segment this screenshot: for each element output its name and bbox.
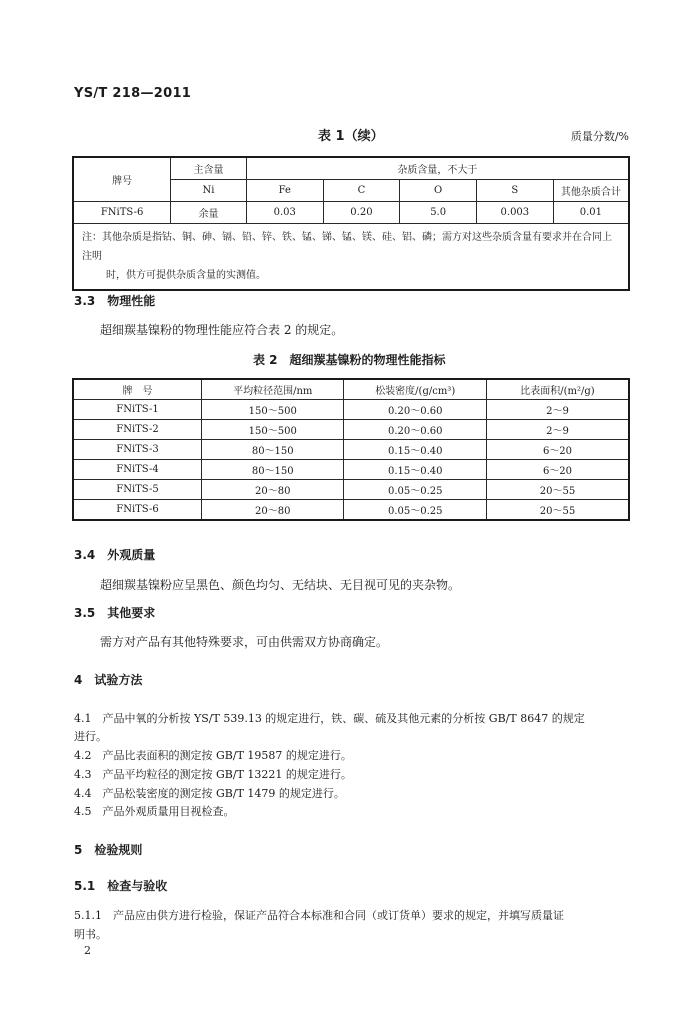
table-cell: 0.15～0.40 bbox=[344, 440, 487, 460]
table1-header-main: 主含量 bbox=[171, 157, 247, 180]
physical-properties-table bbox=[72, 378, 630, 521]
section-4-1-line1: 4.1 产品中氧的分析按 YS/T 539.13 的规定进行，铁、碳、硫及其他元素的分析按 GB/T 8647 的规定 bbox=[74, 712, 585, 725]
table-cell: 0.01 bbox=[553, 202, 629, 224]
section-3-4-text: 超细羰基镍粉应呈黑色、颜色均匀、无结块、无目视可见的夹杂物。 bbox=[100, 578, 461, 592]
table1-header-impurity: 杂质含量，不大于 bbox=[246, 157, 629, 180]
table-row bbox=[73, 400, 629, 420]
table-cell: 150～500 bbox=[202, 400, 344, 420]
table-row bbox=[73, 480, 629, 500]
section-4-4: 4.4 产品松装密度的测定按 GB/T 1479 的规定进行。 bbox=[74, 787, 345, 800]
section-4-3: 4.3 产品平均粒径的测定按 GB/T 13221 的规定进行。 bbox=[74, 768, 352, 781]
table1-sub-c: C bbox=[323, 180, 400, 202]
table1-note-line1: 注：其他杂质是指钴、铜、砷、镉、铅、锌、铁、锰、锑、锰、镁、硅、铝、磷；需方对这些杂质含量有要求并在合同上注明 bbox=[82, 232, 612, 262]
table-cell: 6～20 bbox=[486, 460, 629, 480]
table1-caption: 表 1（续） bbox=[318, 129, 384, 144]
table-cell: FNiTS-6 bbox=[73, 500, 202, 521]
table-row bbox=[73, 202, 629, 224]
table-cell: 20～80 bbox=[202, 480, 344, 500]
section-4-1-line2: 进行。 bbox=[74, 730, 107, 743]
table2-header-grade: 牌 号 bbox=[73, 379, 202, 400]
table2-caption: 表 2 超细羰基镍粉的物理性能指标 bbox=[253, 353, 446, 367]
table-cell: FNiTS-1 bbox=[73, 400, 202, 420]
table-cell: 0.003 bbox=[476, 202, 553, 224]
table-cell: 0.20 bbox=[323, 202, 400, 224]
table-cell: 余量 bbox=[171, 202, 247, 224]
section-3-5-heading: 3.5 其他要求 bbox=[74, 606, 156, 620]
table1-unit: 质量分数/% bbox=[570, 130, 629, 143]
table-row bbox=[73, 460, 629, 480]
table-cell: 150～500 bbox=[202, 420, 344, 440]
table1-sub-o: O bbox=[400, 180, 477, 202]
section-5-1-1-line2: 明书。 bbox=[74, 928, 107, 941]
table2-header-density: 松装密度/(g/cm³) bbox=[344, 379, 487, 400]
table-cell: 0.20～0.60 bbox=[344, 420, 487, 440]
table-cell: 20～80 bbox=[202, 500, 344, 521]
table1-sub-ni: Ni bbox=[171, 180, 247, 202]
section-3-3-text: 超细羰基镍粉的物理性能应符合表 2 的规定。 bbox=[100, 323, 344, 337]
section-5-1-heading: 5.1 检查与验收 bbox=[74, 879, 168, 893]
table-cell: 2～9 bbox=[486, 420, 629, 440]
table-row bbox=[73, 420, 629, 440]
table-cell: 5.0 bbox=[400, 202, 477, 224]
composition-table bbox=[72, 156, 630, 291]
table-cell: 0.05～0.25 bbox=[344, 500, 487, 521]
table2-header-surface: 比表面积/(m²/g) bbox=[486, 379, 629, 400]
table-cell: FNiTS-5 bbox=[73, 480, 202, 500]
section-3-3-heading: 3.3 物理性能 bbox=[74, 294, 156, 308]
table1-sub-other: 其他杂质合计 bbox=[553, 180, 629, 202]
table-cell: FNiTS-4 bbox=[73, 460, 202, 480]
table-cell: FNiTS-2 bbox=[73, 420, 202, 440]
table-cell: 20～55 bbox=[486, 480, 629, 500]
table1-header-grade: 牌号 bbox=[73, 157, 171, 202]
section-4-5: 4.5 产品外观质量用目视检查。 bbox=[74, 805, 235, 818]
table-row bbox=[73, 500, 629, 521]
table-cell: 0.03 bbox=[246, 202, 323, 224]
section-5-heading: 5 检验规则 bbox=[74, 843, 143, 857]
table-cell: 2～9 bbox=[486, 400, 629, 420]
table-cell: 6～20 bbox=[486, 440, 629, 460]
page-number: 2 bbox=[84, 944, 91, 957]
table-cell: FNiTS-6 bbox=[73, 202, 171, 224]
section-4-2: 4.2 产品比表面积的测定按 GB/T 19587 的规定进行。 bbox=[74, 749, 352, 762]
table-cell: 20～55 bbox=[486, 500, 629, 521]
section-4-heading: 4 试验方法 bbox=[74, 673, 143, 687]
section-3-5-text: 需方对产品有其他特殊要求，可由供需双方协商确定。 bbox=[100, 635, 389, 649]
table-cell: 80～150 bbox=[202, 440, 344, 460]
table1-note-line2: 时，供方可提供杂质含量的实测值。 bbox=[106, 270, 266, 281]
table-cell: 0.20～0.60 bbox=[344, 400, 487, 420]
table1-sub-fe: Fe bbox=[246, 180, 323, 202]
table-cell: 0.05～0.25 bbox=[344, 480, 487, 500]
table1-note bbox=[73, 224, 629, 291]
table-cell: 80～150 bbox=[202, 460, 344, 480]
standard-header: YS/T 218—2011 bbox=[74, 86, 192, 101]
section-3-4-heading: 3.4 外观质量 bbox=[74, 548, 156, 562]
table-row bbox=[73, 440, 629, 460]
table2-header-size: 平均粒径范围/nm bbox=[202, 379, 344, 400]
section-5-1-1-line1: 5.1.1 产品应由供方进行检验，保证产品符合本标准和合同（或订货单）要求的规定，并填写质量证 bbox=[74, 909, 564, 922]
table-cell: 0.15～0.40 bbox=[344, 460, 487, 480]
table-cell: FNiTS-3 bbox=[73, 440, 202, 460]
table1-sub-s: S bbox=[476, 180, 553, 202]
